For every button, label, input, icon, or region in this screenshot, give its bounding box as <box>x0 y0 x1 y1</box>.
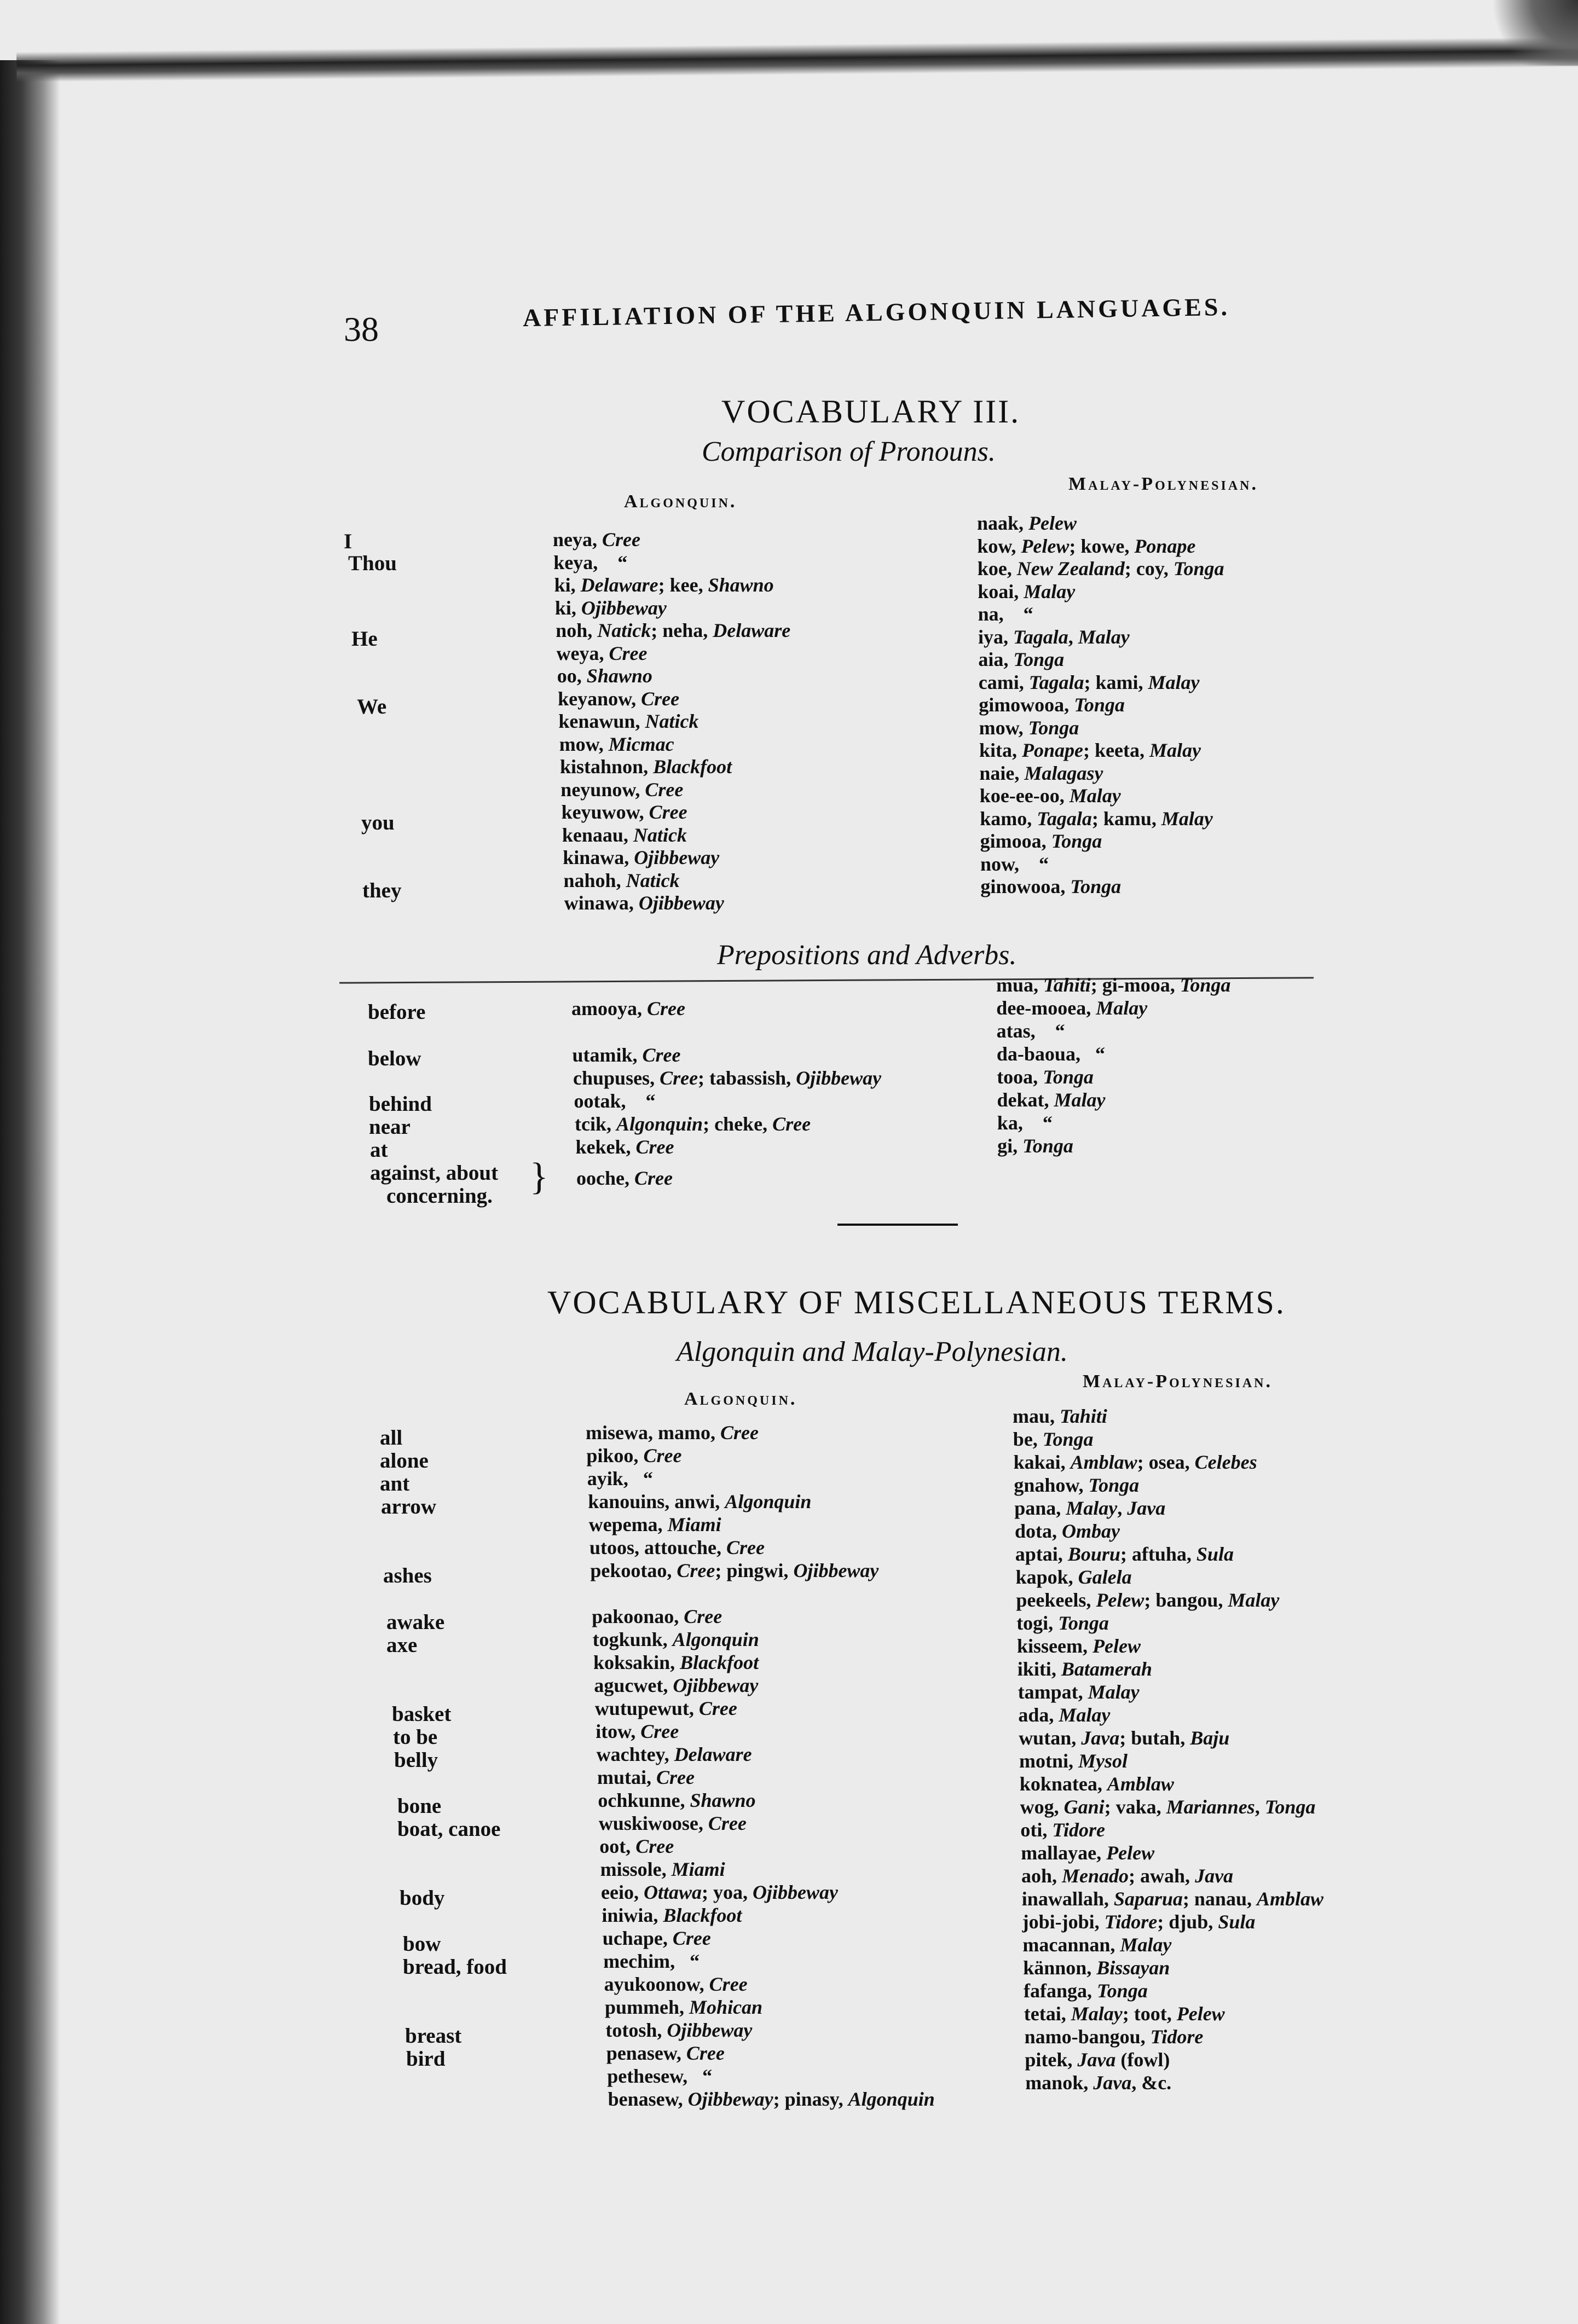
misc-malay-entry: peekeels, Pelew; bangou, Malay <box>1016 1589 1280 1611</box>
misc-english-term: alone <box>380 1449 429 1473</box>
misc-algonquin-entry: missole, Miami <box>600 1858 725 1880</box>
misc-malay-entry: manok, Java, &c. <box>1025 2072 1172 2094</box>
misc-malay-entry: kakai, Amblaw; osea, Celebes <box>1013 1451 1257 1473</box>
vocab3-algonquin-entry: mow, Micmac <box>559 733 674 755</box>
vocab3-malay-entry: gimooa, Tonga <box>980 830 1102 852</box>
misc-malay-entry: tetai, Malay; toot, Pelew <box>1024 2003 1225 2025</box>
misc-algonquin-entry: totosh, Ojibbeway <box>605 2019 753 2041</box>
misc-algonquin-entry: agucwet, Ojibbeway <box>594 1674 759 1696</box>
misc-malay-entry: aoh, Menado; awah, Java <box>1021 1865 1234 1887</box>
vocab3-malay-entry: kamo, Tagala; kamu, Malay <box>980 807 1213 830</box>
vocab3-title: VOCABULARY III. <box>721 393 1021 430</box>
vocab3-algonquin-entry: oo, Shawno <box>557 665 652 687</box>
vocab3-algonquin-entry: noh, Natick; neha, Delaware <box>556 619 791 641</box>
misc-malay-entry: namo-bangou, Tidore <box>1024 2026 1204 2048</box>
vocab3-malay-entry: koai, Malay <box>978 580 1076 602</box>
misc-malay-entry: kapok, Galela <box>1015 1566 1132 1588</box>
misc-malay-entry: ikiti, Batamerah <box>1017 1658 1152 1680</box>
misc-english-term: awake <box>386 1610 445 1634</box>
misc-algonquin-entry: iniwia, Blackfoot <box>602 1904 742 1926</box>
vocab3-english-term: they <box>362 879 402 902</box>
vocab3-malay-entry: gimowooa, Tonga <box>979 694 1125 716</box>
misc-english-term: ant <box>380 1472 410 1496</box>
preps-malay-entry: mua, Tahiti; gi-mooa, Tonga <box>996 974 1231 996</box>
misc-subtitle: Algonquin and Malay-Polynesian. <box>677 1336 1068 1367</box>
page-corner-shadow <box>1485 0 1578 66</box>
misc-algonquin-entry: mechim, “ <box>603 1950 700 1972</box>
preps-malay-entry: tooa, Tonga <box>997 1066 1094 1088</box>
preps-algonquin-entry: utamik, Cree <box>572 1044 681 1066</box>
misc-algonquin-entry: ochkunne, Shawno <box>598 1789 756 1811</box>
misc-algonquin-entry: utoos, attouche, Cree <box>589 1537 765 1558</box>
vocab3-malay-entry: cami, Tagala; kami, Malay <box>978 671 1200 693</box>
vocab3-malay-entry: na, “ <box>978 603 1033 625</box>
misc-english-term: body <box>400 1886 445 1910</box>
preps-malay-entry: dekat, Malay <box>997 1089 1106 1111</box>
vocab3-algonquin-entry: kinawa, Ojibbeway <box>563 847 720 868</box>
misc-algonquin-entry: penasew, Cree <box>606 2042 725 2064</box>
preps-english-term: before <box>368 1000 426 1024</box>
misc-title: VOCABULARY OF MISCELLANEOUS TERMS. <box>547 1284 1286 1320</box>
misc-malay-entry: fafanga, Tonga <box>1024 1980 1148 2002</box>
preps-english-term: against, about <box>370 1161 499 1185</box>
vocab3-algonquin-entry: neyunow, Cree <box>560 778 684 801</box>
running-title: AFFILIATION OF THE ALGONQUIN LANGUAGES. <box>522 292 1230 332</box>
vocab3-malay-entry: kow, Pelew; kowe, Ponape <box>977 535 1196 557</box>
page-edge-shadow-left <box>0 60 60 2324</box>
misc-english-term: arrow <box>381 1495 437 1519</box>
misc-algonquin-entry: pekootao, Cree; pingwi, Ojibbeway <box>590 1560 879 1581</box>
misc-algonquin-entry: pakoonao, Cree <box>592 1606 722 1627</box>
misc-malay-entry: mau, Tahiti <box>1013 1405 1107 1427</box>
misc-malay-entry: motni, Mysol <box>1019 1750 1128 1772</box>
misc-algonquin-entry: wachtey, Delaware <box>596 1743 752 1765</box>
misc-algonquin-entry: mutai, Cree <box>597 1766 695 1788</box>
misc-algonquin-entry: ayik, “ <box>587 1468 653 1490</box>
preps-english-term: at <box>370 1138 388 1162</box>
vocab3-algonquin-entry: keyuwow, Cree <box>561 801 687 823</box>
vocab3-algonquin-entry: neya, Cree <box>553 529 640 550</box>
misc-malay-entry: gnahow, Tonga <box>1014 1474 1140 1496</box>
vocab3-algonquin-entry: keya, “ <box>553 551 628 573</box>
vocab3-algonquin-entry: kenaau, Natick <box>562 824 687 846</box>
preps-malay-entry: gi, Tonga <box>997 1135 1073 1157</box>
misc-algonquin-entry: misewa, mamo, Cree <box>586 1422 759 1444</box>
misc-algonquin-entry: ayukoonow, Cree <box>604 1973 748 1995</box>
vocab3-subtitle: Comparison of Pronouns. <box>702 436 996 467</box>
misc-column-malay: Malay-Polynesian. <box>1083 1371 1273 1392</box>
vocab3-algonquin-entry: nahoh, Natick <box>563 869 680 891</box>
misc-english-term: axe <box>386 1633 418 1657</box>
misc-malay-entry: macannan, Malay <box>1022 1934 1172 1956</box>
misc-algonquin-entry: uchape, Cree <box>602 1927 711 1949</box>
misc-malay-entry: wog, Gani; vaka, Mariannes, Tonga <box>1020 1796 1316 1818</box>
vocab3-malay-entry: kita, Ponape; keeta, Malay <box>979 739 1201 761</box>
misc-malay-entry: pitek, Java (fowl) <box>1025 2049 1170 2071</box>
vocab3-english-term: He <box>351 627 378 651</box>
misc-algonquin-entry: koksakin, Blackfoot <box>593 1651 759 1673</box>
preps-algonquin-entry: ooche, Cree <box>576 1167 673 1189</box>
misc-malay-entry: koknatea, Amblaw <box>1019 1773 1174 1795</box>
misc-algonquin-entry: kanouins, anwi, Algonquin <box>588 1491 812 1512</box>
misc-malay-entry: oti, Tidore <box>1020 1819 1106 1841</box>
misc-malay-entry: dota, Ombay <box>1015 1520 1120 1542</box>
misc-malay-entry: tampat, Malay <box>1018 1681 1140 1703</box>
preps-malay-entry: atas, “ <box>996 1020 1065 1042</box>
misc-english-term: breast <box>405 2024 462 2048</box>
preps-english-term: below <box>368 1047 421 1070</box>
preps-malay-entry: da-baoua, “ <box>996 1043 1105 1065</box>
vocab3-malay-entry: iya, Tagala, Malay <box>978 625 1130 648</box>
page-edge-shadow-top <box>16 37 1578 82</box>
vocab3-malay-entry: now, “ <box>980 853 1049 875</box>
preps-malay-entry: dee-mooea, Malay <box>996 997 1148 1019</box>
vocab3-algonquin-entry: kistahnon, Blackfoot <box>560 756 732 778</box>
preps-english-term: near <box>369 1115 411 1139</box>
misc-algonquin-entry: benasew, Ojibbeway; pinasy, Algonquin <box>608 2088 935 2110</box>
preps-malay-entry: ka, “ <box>997 1112 1053 1134</box>
misc-english-term: belly <box>394 1748 438 1772</box>
misc-algonquin-entry: itow, Cree <box>596 1720 679 1742</box>
prepositions-subtitle: Prepositions and Adverbs. <box>717 940 1017 971</box>
vocab3-algonquin-entry: kenawun, Natick <box>558 710 699 732</box>
vocab3-malay-entry: koe, New Zealand; coy, Tonga <box>977 558 1224 579</box>
preps-algonquin-entry: amooya, Cree <box>571 998 685 1019</box>
vocab3-malay-entry: mow, Tonga <box>979 716 1079 739</box>
misc-algonquin-entry: eeio, Ottawa; yoa, Ojibbeway <box>601 1881 838 1903</box>
page-number: 38 <box>344 310 379 349</box>
vocab3-column-malay: Malay-Polynesian. <box>1068 474 1258 494</box>
vocab3-malay-entry: koe-ee-oo, Malay <box>979 785 1121 807</box>
vocab3-malay-entry: aia, Tonga <box>978 648 1065 670</box>
misc-algonquin-entry: wutupewut, Cree <box>594 1697 737 1719</box>
preps-algonquin-entry: kekek, Cree <box>575 1136 674 1158</box>
preps-english-term: behind <box>369 1092 432 1116</box>
vocab3-english-term: I <box>344 530 352 553</box>
misc-malay-entry: ada, Malay <box>1018 1704 1111 1726</box>
misc-algonquin-entry: wuskiwoose, Cree <box>598 1812 747 1834</box>
vocab3-malay-entry: naie, Malagasy <box>979 762 1103 784</box>
misc-algonquin-entry: togkunk, Algonquin <box>592 1628 759 1650</box>
misc-english-term: bread, food <box>403 1955 507 1979</box>
misc-english-term: bird <box>406 2047 446 2071</box>
misc-algonquin-entry: pummeh, Mohican <box>605 1996 763 2018</box>
misc-english-term: bone <box>397 1794 442 1818</box>
vocab3-column-algonquin: Algonquin. <box>624 491 737 512</box>
misc-malay-entry: togi, Tonga <box>1016 1612 1109 1634</box>
misc-english-term: to be <box>393 1725 438 1749</box>
preps-algonquin-entry: ootak, “ <box>574 1090 656 1112</box>
misc-algonquin-entry: wepema, Miami <box>588 1514 721 1535</box>
vocab3-english-term: you <box>361 811 395 834</box>
misc-english-term: all <box>380 1426 403 1450</box>
misc-algonquin-entry: pikoo, Cree <box>586 1445 682 1467</box>
misc-malay-entry: mallayae, Pelew <box>1021 1842 1155 1864</box>
vocab3-algonquin-entry: ki, Ojibbeway <box>554 596 667 619</box>
vocab3-algonquin-entry: winawa, Ojibbeway <box>564 892 724 914</box>
vocab3-algonquin-entry: weya, Cree <box>556 642 648 664</box>
misc-malay-entry: wutan, Java; butah, Baju <box>1019 1727 1230 1749</box>
vocab3-malay-entry: naak, Pelew <box>977 512 1077 534</box>
misc-malay-entry: inawallah, Saparua; nanau, Amblaw <box>1021 1888 1323 1910</box>
misc-malay-entry: aptai, Bouru; aftuha, Sula <box>1015 1543 1234 1565</box>
misc-english-term: ashes <box>383 1564 432 1587</box>
misc-english-term: boat, canoe <box>397 1817 501 1841</box>
misc-malay-entry: kisseem, Pelew <box>1017 1635 1141 1657</box>
misc-english-term: basket <box>392 1702 452 1726</box>
vocab3-malay-entry: ginowooa, Tonga <box>980 876 1122 897</box>
misc-algonquin-entry: oot, Cree <box>599 1835 674 1857</box>
misc-malay-entry: jobi-jobi, Tidore; djub, Sula <box>1022 1911 1256 1933</box>
misc-malay-entry: kännon, Bissayan <box>1023 1957 1170 1979</box>
preps-algonquin-entry: tcik, Algonquin; cheke, Cree <box>575 1113 811 1135</box>
vocab3-algonquin-entry: keyanow, Cree <box>558 687 680 710</box>
preps-english-term: concerning. <box>386 1184 493 1208</box>
misc-malay-entry: pana, Malay, Java <box>1014 1497 1166 1519</box>
preps-algonquin-entry: chupuses, Cree; tabassish, Ojibbeway <box>573 1067 882 1089</box>
misc-algonquin-entry: pethesew, “ <box>607 2065 713 2087</box>
vocab3-english-term: We <box>357 695 387 718</box>
misc-column-algonquin: Algonquin. <box>684 1389 797 1409</box>
vocab3-english-term: Thou <box>348 552 397 575</box>
vocab3-algonquin-entry: ki, Delaware; kee, Shawno <box>554 574 774 596</box>
brace-glyph: } <box>530 1156 548 1198</box>
section-divider <box>837 1224 958 1226</box>
misc-malay-entry: be, Tonga <box>1013 1428 1094 1450</box>
misc-english-term: bow <box>403 1932 441 1956</box>
